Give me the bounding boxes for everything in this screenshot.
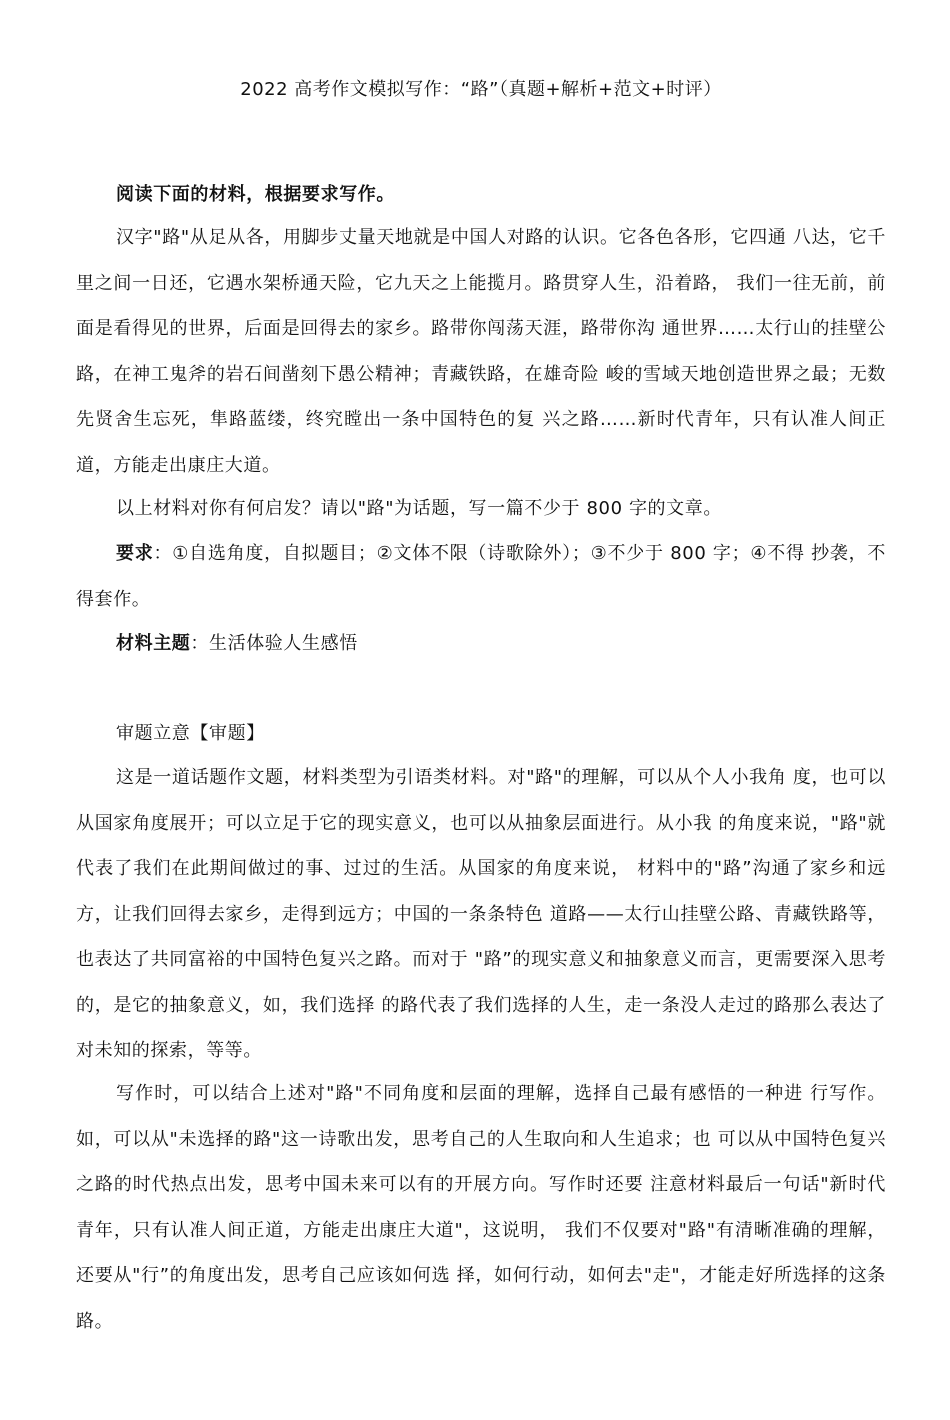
- writing-paragraph: 写作时，可以结合上述对"路"不同角度和层面的理解，选择自己最有感悟的一种进 行写作。如，可以从"未选择的路"这一诗歌出发，思考自己的人生取向和人生追求；也 可以从中国特色复兴之路的时代热点出发，思考中国未来可以有的开展方向。写作时还要 注意材料最后一句话"新时代青年，只有认准人间正道，方能走出康庄大道"，这说明， 我们不仅要对"路"有清晰准确的理解，还要从"行”的角度出发，思考自己应该如何选 择，如何行动，如何去"走"，才能走好所选择的这条路。: [76, 1083, 886, 1332]
- document-title: 2022 高考作文模拟写作：“路”（真题+解析+范文+时评）: [240, 79, 722, 100]
- prompt-paragraph: 以上材料对你有何启发？请以"路"为话题，写一篇不少于 800 字的文章。: [116, 498, 722, 519]
- requirements-label: 要求: [116, 543, 154, 564]
- requirements-paragraph: [76, 531, 886, 622]
- material-paragraph: 汉字"路"从足从各，用脚步丈量天地就是中国人对路的认识。它各色各形，它四通 八达，它千里之间一日还，它遇水架桥通天险，它九天之上能揽月。路贯穿人生，沿着路， 我们一往无前，前面是看得见的世界，后面是回得去的家乡。路带你闯荡天涯，路带你沟 通世界……太行山的挂壁公路，在神工鬼斧的岩石间凿刻下愚公精神；青藏铁路，在雄奇险 峻的雪域天地创造世界之最；无数先贤舍生忘死，隼路蓝缕，终究瞠出一条中国特色的复 兴之路……新时代青年，只有认准人间正道，方能走出康庄大道。: [76, 227, 886, 476]
- theme-label: 材料主题: [116, 633, 191, 654]
- requirements-text: ：①自选角度，自拟题目；②文体不限（诗歌除外）；③不少于 800 字；④不得 抄袭，不得套作。: [76, 543, 886, 610]
- theme-paragraph: [76, 621, 886, 667]
- theme-text: ：生活体验人生感悟: [190, 633, 358, 654]
- review-paragraph: 这是一道话题作文题，材料类型为引语类材料。对"路"的理解，可以从个人小我角 度，也可以从国家角度展开；可以立足于它的现实意义，也可以从抽象层面进行。从小我 的角度来说，"路"就代表了我们在此期间做过的事、过过的生活。从国家的角度来说， 材料中的"路”沟通了家乡和远方，让我们回得去家乡，走得到远方；中国的一条条特色 道路——太行山挂壁公路、青藏铁路等，也表达了共同富裕的中国特色复兴之路。而对于 "路”的现实意义和抽象意义而言，更需要深入思考的，是它的抽象意义，如，我们选择 的路代表了我们选择的人生，走一条没人走过的路那么表达了对未知的探索，等等。: [76, 767, 886, 1061]
- review-heading: 审题立意【审题】: [116, 723, 265, 744]
- instruction-line: 阅读下面的材料，根据要求写作。: [116, 184, 395, 205]
